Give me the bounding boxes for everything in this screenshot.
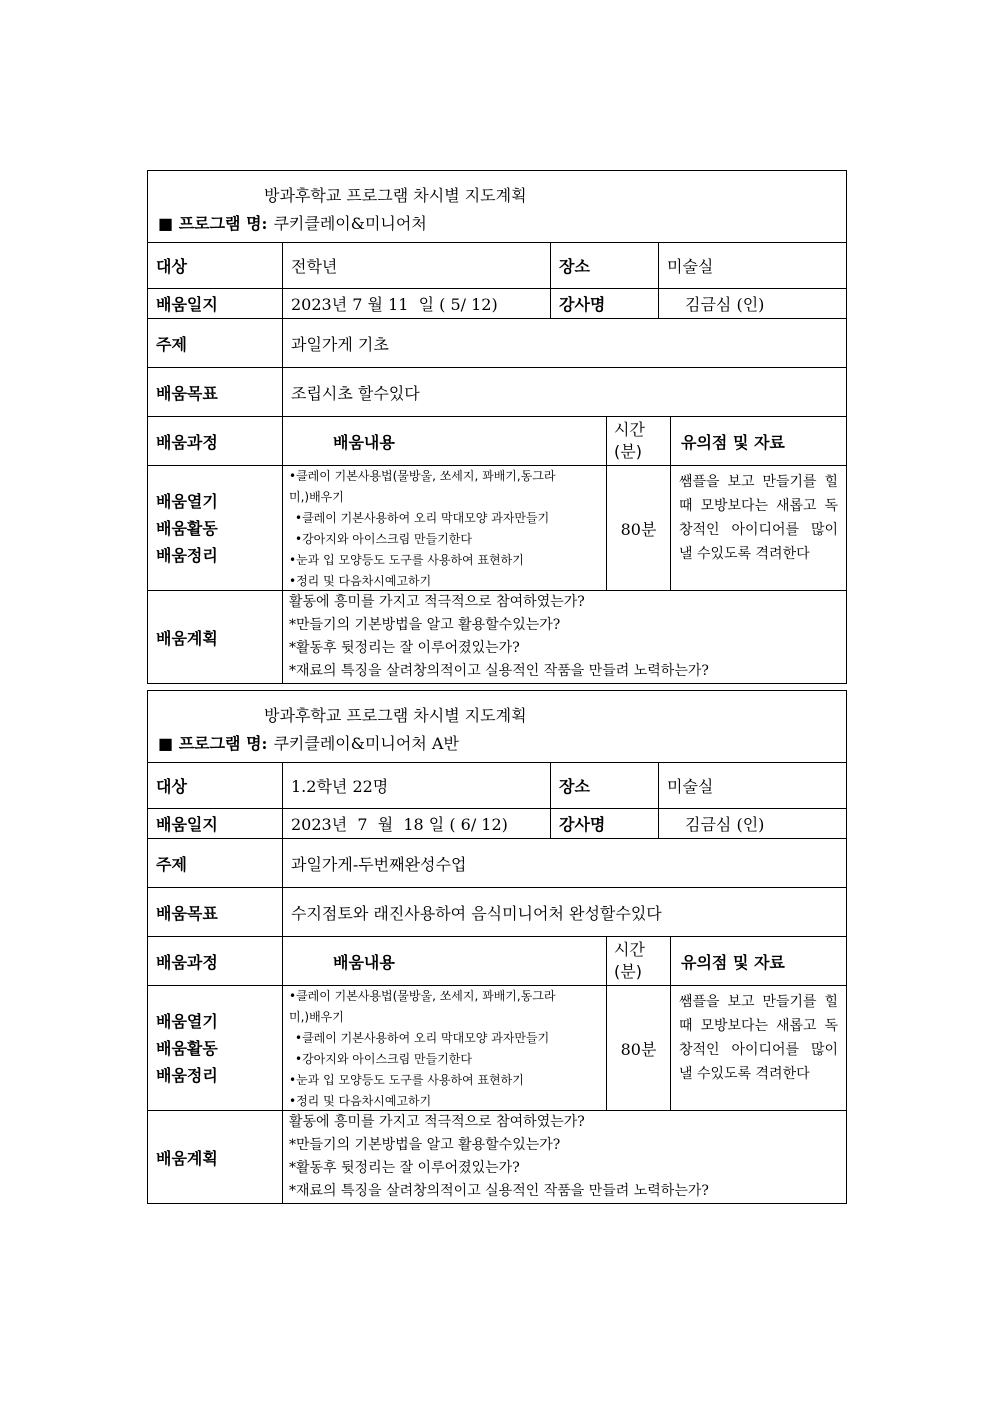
stage-activity: 배움활동 <box>156 1038 218 1058</box>
target-label: 대상 <box>156 257 187 276</box>
content-item: •강아지와 아이스크림 만들기한다 <box>295 532 472 546</box>
content-item: 미,)배우기 <box>289 1010 344 1024</box>
goal-value: 수지점토와 래진사용하여 음식미니어처 완성할수있다 <box>282 888 846 936</box>
time-value: 80분 <box>606 986 670 1110</box>
lesson-plan-1 <box>147 170 847 684</box>
stage-activity: 배움활동 <box>156 518 218 538</box>
program-name-line <box>158 211 427 234</box>
stages-label <box>148 986 282 1110</box>
content-list <box>282 466 606 590</box>
notes-value: 쌤플을 보고 만들기를 힐 때 모방보다는 새롭고 독창적인 아이디어를 많이 낼 수있도록 격려한다 <box>670 466 846 590</box>
topic-label: 주제 <box>156 334 187 354</box>
content-list <box>282 986 606 1110</box>
notes-label: 유의점 및 자료 <box>670 417 846 465</box>
plan-item: 활동에 흥미를 가지고 적극적으로 참여하였는가? <box>289 594 585 610</box>
content-label: 배움내용 <box>282 417 606 465</box>
plan-row <box>148 1111 846 1203</box>
plan-item: *재료의 특징을 살려창의적이고 실용적인 작품을 만들려 노력하는가? <box>289 1183 709 1199</box>
target-row <box>148 763 846 809</box>
stage-close: 배움정리 <box>156 545 218 565</box>
activity-row <box>148 986 846 1111</box>
teacher-value: 김금심 (인) <box>658 289 846 318</box>
plan-item: *만들기의 기본방법을 알고 활용할수있는가? <box>289 1137 561 1153</box>
time-label <box>606 417 670 465</box>
program-label: ■ 프로그램 명: <box>158 214 268 233</box>
place-value: 미술실 <box>658 763 846 808</box>
content-item: •눈과 입 모양등도 도구를 사용하여 표현하기 <box>289 1073 524 1087</box>
content-item: •클레이 기본사용법(물방울, 쏘세지, 꽈배기,동그라 <box>289 469 556 483</box>
process-label: 배움과정 <box>156 432 218 452</box>
topic-value: 과일가게 기초 <box>282 319 846 367</box>
content-item: •정리 및 다음차시예고하기 <box>289 1094 432 1108</box>
topic-row <box>148 839 846 888</box>
process-label: 배움과정 <box>156 952 218 972</box>
stage-close: 배움정리 <box>156 1065 218 1085</box>
time-label-line2: (분) <box>614 962 642 981</box>
plan-list <box>282 591 846 683</box>
target-value: 1.2학년 22명 <box>282 763 550 808</box>
plan-label: 배움계획 <box>156 628 218 648</box>
stage-open: 배움열기 <box>156 491 218 511</box>
plan-list <box>282 1111 846 1203</box>
teacher-value: 김금심 (인) <box>658 809 846 838</box>
notes-value: 쌤플을 보고 만들기를 힐 때 모방보다는 새롭고 독창적인 아이디어를 많이 낼 수있도록 격려한다 <box>670 986 846 1110</box>
content-item: •눈과 입 모양등도 도구를 사용하여 표현하기 <box>289 553 524 567</box>
content-item: •강아지와 아이스크림 만들기한다 <box>295 1052 472 1066</box>
plan-title: 방과후학교 프로그램 차시별 지도계획 <box>264 186 527 205</box>
date-label: 배움일지 <box>156 815 218 834</box>
program-label: ■ 프로그램 명: <box>158 734 268 753</box>
goal-value: 조립시초 할수있다 <box>282 368 846 416</box>
target-row <box>148 243 846 289</box>
plan-item: *만들기의 기본방법을 알고 활용할수있는가? <box>289 617 561 633</box>
lesson-plan-2 <box>147 690 847 1204</box>
teacher-label: 강사명 <box>550 289 658 318</box>
time-label-line1: 시간 <box>614 420 645 439</box>
goal-label: 배움목표 <box>156 903 218 923</box>
plan-header <box>148 171 846 243</box>
plan-header <box>148 691 846 763</box>
plan-item: *활동후 뒷정리는 잘 이루어졌있는가? <box>289 1160 520 1176</box>
plan-item: *재료의 특징을 살려창의적이고 실용적인 작품을 만들려 노력하는가? <box>289 663 709 679</box>
content-item: •클레이 기본사용하여 오리 막대모양 과자만들기 <box>295 1031 550 1045</box>
goal-label: 배움목표 <box>156 383 218 403</box>
date-value: 2023년 7 월 18 일 ( 6/ 12) <box>282 809 550 838</box>
program-name: 쿠키클레이&미니어처 A반 <box>273 734 459 753</box>
topic-row <box>148 319 846 368</box>
stage-open: 배움열기 <box>156 1011 218 1031</box>
plan-item: 활동에 흥미를 가지고 적극적으로 참여하였는가? <box>289 1114 585 1130</box>
content-item: •클레이 기본사용하여 오리 막대모양 과자만들기 <box>295 511 550 525</box>
date-label: 배움일지 <box>156 295 218 314</box>
goal-row <box>148 368 846 417</box>
goal-row <box>148 888 846 937</box>
teacher-label: 강사명 <box>550 809 658 838</box>
place-value: 미술실 <box>658 243 846 288</box>
time-label-line1: 시간 <box>614 940 645 959</box>
program-name-line <box>158 731 459 754</box>
plan-label: 배움계획 <box>156 1148 218 1168</box>
process-header-row <box>148 937 846 986</box>
place-label: 장소 <box>550 243 658 288</box>
time-label <box>606 937 670 985</box>
target-label: 대상 <box>156 777 187 796</box>
topic-value: 과일가게-두번째완성수업 <box>282 839 846 887</box>
date-value: 2023년 7 월 11 일 ( 5/ 12) <box>282 289 550 318</box>
plan-item: *활동후 뒷정리는 잘 이루어졌있는가? <box>289 640 520 656</box>
content-label: 배움내용 <box>282 937 606 985</box>
plan-title: 방과후학교 프로그램 차시별 지도계획 <box>264 706 527 725</box>
stages-label <box>148 466 282 590</box>
time-label-line2: (분) <box>614 442 642 461</box>
target-value: 전학년 <box>282 243 550 288</box>
content-item: •정리 및 다음차시예고하기 <box>289 574 432 588</box>
process-header-row <box>148 417 846 466</box>
topic-label: 주제 <box>156 854 187 874</box>
time-value: 80분 <box>606 466 670 590</box>
content-item: •클레이 기본사용법(물방울, 쏘세지, 꽈배기,동그라 <box>289 989 556 1003</box>
plan-row <box>148 591 846 683</box>
activity-row <box>148 466 846 591</box>
date-row <box>148 289 846 319</box>
content-item: 미,)배우기 <box>289 490 344 504</box>
place-label: 장소 <box>550 763 658 808</box>
date-row <box>148 809 846 839</box>
notes-label: 유의점 및 자료 <box>670 937 846 985</box>
program-name: 쿠키클레이&미니어처 <box>273 214 427 233</box>
